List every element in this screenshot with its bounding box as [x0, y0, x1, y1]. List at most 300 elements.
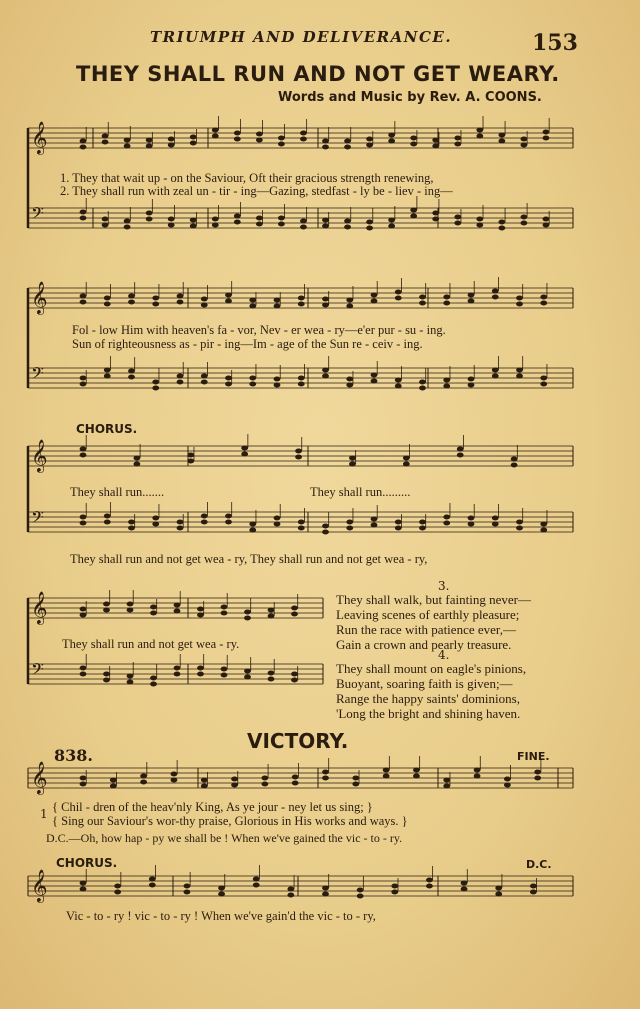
chorus-label: CHORUS.: [56, 856, 118, 870]
note-head: [474, 768, 481, 773]
note-head: [474, 774, 481, 779]
note-head: [291, 606, 298, 611]
note-head: [457, 447, 464, 452]
note-head: [300, 225, 307, 230]
note-head: [295, 449, 302, 454]
note-head: [149, 877, 156, 882]
note-head: [127, 680, 134, 685]
stanza-line: Range the happy saints' dominions,: [336, 691, 520, 706]
note-head: [152, 380, 159, 385]
note-head: [104, 296, 111, 301]
lyric-line: { Sing our Saviour's wor-thy praise, Glorious in His works and ways. }: [52, 814, 408, 828]
note-head: [253, 883, 260, 888]
note-head: [492, 295, 499, 300]
note-head: [504, 777, 511, 782]
note-head: [201, 303, 208, 308]
note-head: [197, 607, 204, 612]
note-head: [218, 892, 225, 897]
chorus-label: CHORUS.: [76, 422, 138, 436]
note-head: [287, 893, 294, 898]
treble-clef-icon: 𝄞: [31, 869, 48, 902]
note-head: [419, 386, 426, 391]
note-head: [461, 887, 468, 892]
note-head: [197, 672, 204, 677]
note-head: [80, 607, 87, 612]
note-head: [516, 374, 523, 379]
lyric-line: They shall run and not get wea - ry.: [62, 637, 240, 651]
note-head: [150, 682, 157, 687]
note-head: [322, 224, 329, 229]
note-head: [149, 883, 156, 888]
stanza-line: Leaving scenes of earthly pleasure;: [336, 607, 520, 622]
note-head: [127, 674, 134, 679]
note-head: [371, 517, 378, 522]
note-head: [190, 218, 197, 223]
note-head: [346, 520, 353, 525]
page-number: 153: [532, 30, 578, 56]
lyric-line: Sun of righteousness as - pir - ing—Im - age of the Sun re - ceiv - ing.: [72, 337, 423, 351]
bass-clef-icon: 𝄢: [31, 203, 44, 227]
note-head: [244, 675, 251, 680]
note-head: [504, 783, 511, 788]
note-head: [221, 605, 228, 610]
note-head: [468, 299, 475, 304]
stanza-number: 4.: [438, 648, 450, 662]
note-head: [241, 452, 248, 457]
note-head: [177, 380, 184, 385]
note-head: [225, 376, 232, 381]
note-head: [383, 774, 390, 779]
note-head: [128, 526, 135, 531]
note-head: [102, 217, 109, 222]
note-head: [292, 775, 299, 780]
note-head: [410, 142, 417, 147]
note-head: [291, 678, 298, 683]
note-head: [521, 221, 528, 226]
note-head: [234, 214, 241, 219]
note-head: [221, 667, 228, 672]
lyric-line: 2. They shall run with zeal un - tir - ing—Gazing, stedfast - ly be - liev - ing—: [60, 184, 453, 198]
note-head: [244, 616, 251, 621]
note-head: [197, 666, 204, 671]
note-head: [274, 383, 281, 388]
note-head: [201, 778, 208, 783]
note-head: [357, 894, 364, 899]
note-head: [322, 297, 329, 302]
note-head: [498, 226, 505, 231]
note-head: [516, 296, 523, 301]
note-head: [298, 376, 305, 381]
note-head: [298, 296, 305, 301]
note-head: [146, 217, 153, 222]
note-head: [322, 776, 329, 781]
note-head: [476, 128, 483, 133]
note-head: [352, 782, 359, 787]
note-head: [413, 768, 420, 773]
note-head: [540, 528, 547, 533]
note-head: [454, 221, 461, 226]
note-head: [218, 886, 225, 891]
note-head: [322, 368, 329, 373]
note-head: [492, 368, 499, 373]
note-head: [221, 673, 228, 678]
note-head: [454, 142, 461, 147]
treble-clef-icon: 𝄞: [31, 761, 48, 794]
note-head: [349, 462, 356, 467]
note-head: [395, 378, 402, 383]
note-head: [184, 890, 191, 895]
note-head: [391, 884, 398, 889]
note-head: [80, 613, 87, 618]
note-head: [366, 137, 373, 142]
note-head: [344, 139, 351, 144]
note-head: [103, 672, 110, 677]
stanza-line: Run the race with patience ever,—: [336, 622, 516, 637]
note-head: [261, 776, 268, 781]
note-head: [80, 515, 87, 520]
note-head: [80, 887, 87, 892]
note-head: [521, 215, 528, 220]
lyric-line: { Chil - dren of the heav'nly King, As ye jour - ney let us sing; }: [52, 800, 373, 814]
stanza-line: Buoyant, soaring faith is given;—: [336, 676, 513, 691]
note-head: [150, 676, 157, 681]
note-head: [201, 380, 208, 385]
note-head: [177, 294, 184, 299]
note-head: [274, 377, 281, 382]
note-head: [419, 301, 426, 306]
note-head: [249, 528, 256, 533]
note-head: [152, 296, 159, 301]
note-head: [530, 890, 537, 895]
note-head: [274, 298, 281, 303]
da-capo-line: D.C.—Oh, how hap - py we shall be ! When we've gained the vic - to - ry.: [46, 831, 403, 845]
note-head: [346, 298, 353, 303]
note-head: [419, 380, 426, 385]
note-head: [371, 293, 378, 298]
note-head: [371, 373, 378, 378]
note-head: [80, 376, 87, 381]
note-head: [366, 226, 373, 231]
note-head: [278, 142, 285, 147]
note-head: [495, 886, 502, 891]
note-head: [249, 304, 256, 309]
lyric-line: Fol - low Him with heaven's fa - vor, Nev - er wea - ry—e'er pur - su - ing.: [72, 323, 446, 337]
note-head: [468, 377, 475, 382]
note-head: [410, 214, 417, 219]
note-head: [454, 136, 461, 141]
note-head: [371, 299, 378, 304]
note-head: [521, 137, 528, 142]
note-head: [146, 211, 153, 216]
note-head: [410, 136, 417, 141]
note-head: [268, 608, 275, 613]
note-head: [322, 770, 329, 775]
note-head: [80, 521, 87, 526]
note-head: [268, 671, 275, 676]
note-head: [492, 374, 499, 379]
note-head: [177, 374, 184, 379]
note-head: [543, 223, 550, 228]
note-head: [468, 383, 475, 388]
note-head: [468, 516, 475, 521]
treble-clef-icon: 𝄞: [31, 439, 48, 472]
note-head: [388, 139, 395, 144]
note-head: [124, 138, 131, 143]
note-head: [80, 300, 87, 305]
note-head: [212, 223, 219, 228]
note-head: [540, 522, 547, 527]
note-head: [152, 522, 159, 527]
note-head: [102, 223, 109, 228]
note-head: [103, 602, 110, 607]
note-head: [426, 878, 433, 883]
note-head: [124, 225, 131, 230]
note-head: [80, 382, 87, 387]
note-head: [244, 610, 251, 615]
note-head: [190, 141, 197, 146]
note-head: [261, 782, 268, 787]
note-head: [80, 216, 87, 221]
lyric-line: They shall run.........: [310, 485, 411, 499]
note-head: [322, 524, 329, 529]
note-head: [150, 611, 157, 616]
note-head: [187, 453, 194, 458]
note-head: [80, 139, 87, 144]
note-head: [184, 884, 191, 889]
stanza-line: Gain a crown and pearly treasure.: [336, 637, 512, 652]
note-head: [352, 776, 359, 781]
note-head: [521, 143, 528, 148]
staff-lines: [28, 208, 573, 228]
note-head: [133, 456, 140, 461]
hymn-title: VICTORY.: [247, 729, 349, 753]
note-head: [322, 139, 329, 144]
note-head: [419, 295, 426, 300]
note-head: [80, 782, 87, 787]
note-head: [201, 514, 208, 519]
note-head: [298, 302, 305, 307]
note-head: [241, 446, 248, 451]
note-head: [146, 144, 153, 149]
note-head: [127, 602, 134, 607]
note-head: [534, 776, 541, 781]
note-head: [249, 382, 256, 387]
note-head: [391, 890, 398, 895]
staff-lines: [28, 768, 573, 788]
note-head: [498, 133, 505, 138]
stanza-line: They shall mount on eagle's pinions,: [336, 661, 527, 676]
note-head: [197, 613, 204, 618]
note-head: [171, 772, 178, 777]
note-head: [322, 145, 329, 150]
note-head: [443, 784, 450, 789]
note-head: [534, 770, 541, 775]
bass-clef-icon: 𝄢: [31, 507, 44, 531]
note-head: [413, 774, 420, 779]
note-head: [128, 520, 135, 525]
note-head: [492, 522, 499, 527]
note-head: [395, 520, 402, 525]
note-head: [80, 666, 87, 671]
lyric-line: 1. They that wait up - on the Saviour, Oft their gracious strength renewing,: [60, 171, 434, 185]
note-head: [516, 520, 523, 525]
note-head: [468, 293, 475, 298]
note-head: [124, 219, 131, 224]
note-head: [128, 294, 135, 299]
note-head: [300, 137, 307, 142]
note-head: [128, 369, 135, 374]
note-head: [395, 296, 402, 301]
note-head: [80, 881, 87, 886]
note-head: [298, 382, 305, 387]
note-head: [291, 672, 298, 677]
note-head: [454, 215, 461, 220]
note-head: [346, 383, 353, 388]
hymn-credit: Words and Music by Rev. A. COONS.: [278, 90, 542, 105]
lyric-line: They shall run.......: [70, 485, 165, 499]
note-head: [419, 520, 426, 525]
note-head: [177, 520, 184, 525]
note-head: [395, 384, 402, 389]
note-head: [140, 774, 147, 779]
note-head: [225, 514, 232, 519]
note-head: [346, 526, 353, 531]
note-head: [322, 886, 329, 891]
bass-clef-icon: 𝄢: [31, 363, 44, 387]
note-head: [287, 887, 294, 892]
music-staff: [18, 440, 578, 560]
note-head: [395, 290, 402, 295]
verse-number: 1: [40, 807, 48, 821]
note-head: [110, 784, 117, 789]
note-head: [124, 144, 131, 149]
note-head: [102, 134, 109, 139]
note-head: [543, 136, 550, 141]
note-head: [419, 526, 426, 531]
stanza-line: They shall walk, but fainting never—: [336, 592, 531, 607]
note-head: [225, 520, 232, 525]
note-head: [298, 520, 305, 525]
note-head: [225, 382, 232, 387]
note-head: [366, 220, 373, 225]
treble-clef-icon: 𝄞: [31, 281, 48, 314]
lyric-line: They shall run and not get wea - ry, They shall run and not get wea - ry,: [70, 552, 428, 566]
note-head: [127, 608, 134, 613]
note-head: [371, 523, 378, 528]
note-head: [346, 377, 353, 382]
note-head: [432, 144, 439, 149]
note-head: [114, 890, 121, 895]
note-head: [80, 145, 87, 150]
note-head: [256, 132, 263, 137]
note-head: [344, 219, 351, 224]
note-head: [103, 608, 110, 613]
note-head: [274, 516, 281, 521]
stanza-number: 3.: [438, 579, 450, 593]
note-head: [177, 526, 184, 531]
note-head: [357, 888, 364, 893]
note-head: [212, 134, 219, 139]
note-head: [443, 378, 450, 383]
note-head: [114, 884, 121, 889]
note-head: [231, 777, 238, 782]
note-head: [278, 136, 285, 141]
fine-label: FINE.: [517, 750, 550, 763]
note-head: [104, 368, 111, 373]
treble-clef-icon: 𝄞: [31, 591, 48, 624]
note-head: [443, 515, 450, 520]
note-head: [190, 135, 197, 140]
note-head: [498, 139, 505, 144]
note-head: [128, 300, 135, 305]
note-head: [300, 131, 307, 136]
note-head: [395, 526, 402, 531]
note-head: [133, 462, 140, 467]
stanza-line: 'Long the bright and shining haven.: [336, 706, 521, 721]
note-head: [540, 295, 547, 300]
note-head: [511, 463, 518, 468]
note-head: [300, 219, 307, 224]
note-head: [268, 677, 275, 682]
note-head: [80, 447, 87, 452]
note-head: [543, 130, 550, 135]
note-head: [104, 374, 111, 379]
note-head: [177, 300, 184, 305]
note-head: [403, 462, 410, 467]
bass-clef-icon: 𝄢: [31, 659, 44, 683]
note-head: [468, 522, 475, 527]
note-head: [256, 222, 263, 227]
note-head: [201, 374, 208, 379]
note-head: [104, 520, 111, 525]
lyric-line: Vic - to - ry ! vic - to - ry ! When we've gain'd the vic - to - ry,: [66, 909, 376, 923]
note-head: [110, 778, 117, 783]
staff-lines: [28, 876, 573, 896]
note-head: [268, 614, 275, 619]
note-head: [461, 881, 468, 886]
note-head: [322, 303, 329, 308]
note-head: [146, 138, 153, 143]
note-head: [516, 526, 523, 531]
note-head: [476, 134, 483, 139]
note-head: [476, 217, 483, 222]
note-head: [540, 301, 547, 306]
note-head: [443, 295, 450, 300]
note-head: [344, 145, 351, 150]
note-head: [103, 678, 110, 683]
note-head: [256, 138, 263, 143]
note-head: [80, 672, 87, 677]
note-head: [426, 884, 433, 889]
treble-clef-icon: 𝄞: [31, 121, 48, 154]
note-head: [278, 222, 285, 227]
note-head: [371, 379, 378, 384]
music-staff: [18, 282, 578, 422]
note-head: [152, 516, 159, 521]
note-head: [104, 514, 111, 519]
hymn-title: THEY SHALL RUN AND NOT GET WEARY.: [76, 62, 560, 86]
note-head: [383, 768, 390, 773]
note-head: [249, 376, 256, 381]
note-head: [201, 297, 208, 302]
note-head: [388, 224, 395, 229]
note-head: [443, 521, 450, 526]
note-head: [492, 516, 499, 521]
note-head: [174, 603, 181, 608]
note-head: [322, 530, 329, 535]
note-head: [322, 892, 329, 897]
note-head: [168, 137, 175, 142]
